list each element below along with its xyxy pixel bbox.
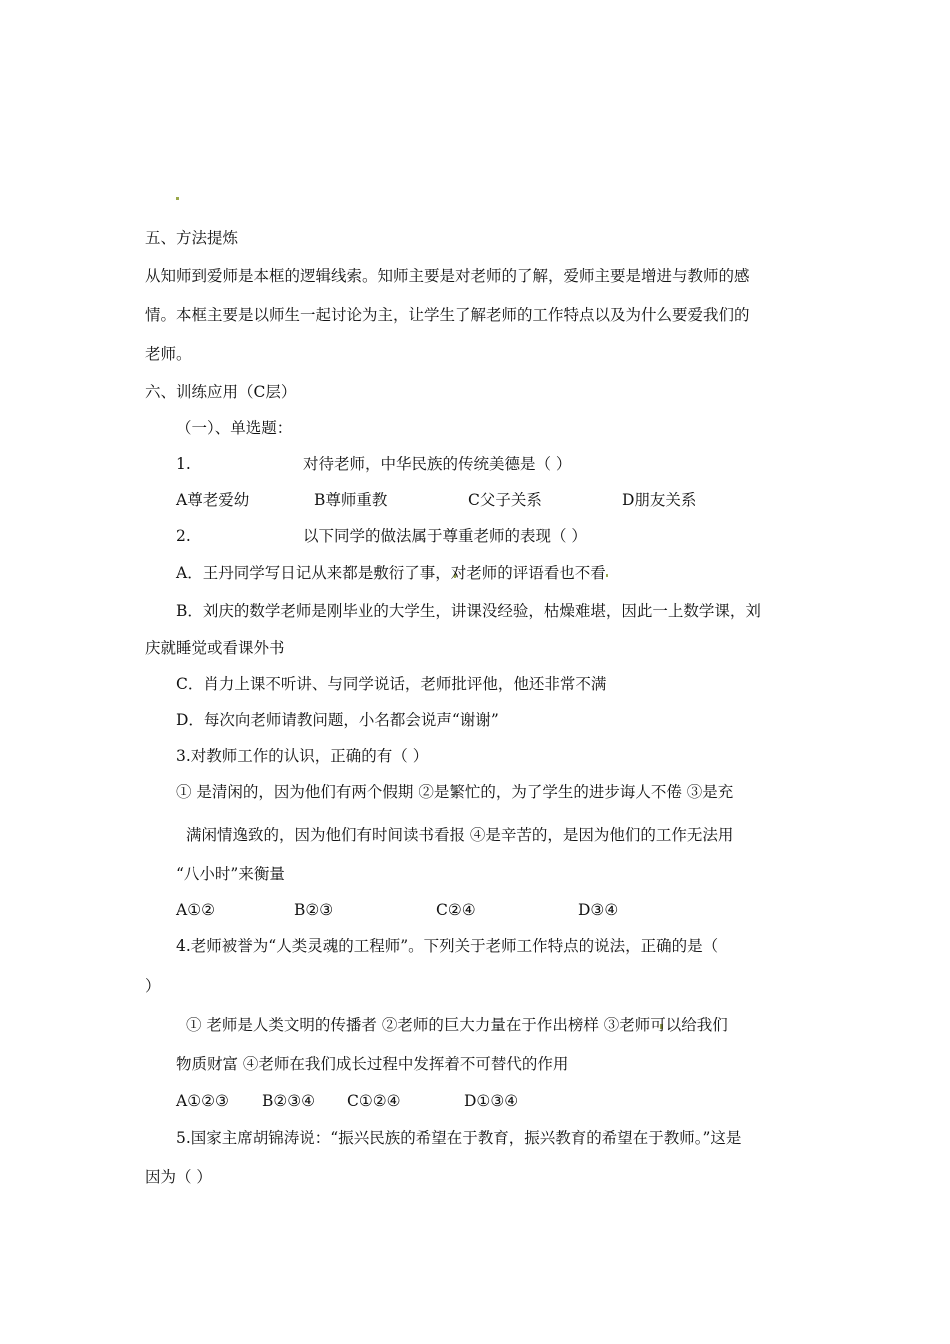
question-2-option-d: D．每次向老师请教问题，小名都会说声“谢谢”: [176, 711, 499, 729]
question-4-option: B②③④: [262, 1092, 316, 1110]
question-2-number: 2.: [176, 527, 191, 545]
section-5-heading: 五、方法提炼: [145, 229, 239, 247]
question-3-statement-line: “八小时”来衡量: [176, 865, 285, 883]
question-3-statement-line: ① 是清闲的，因为他们有两个假期 ②是繁忙的，为了学生的进步诲人不倦 ③是充: [176, 783, 734, 801]
question-4-statement-line: 物质财富 ④老师在我们成长过程中发挥着不可替代的作用: [176, 1055, 569, 1073]
question-1-stem: 对待老师，中华民族的传统美德是（ ）: [303, 455, 572, 473]
question-3-option: D③④: [578, 901, 619, 919]
question-3-option: C②④: [436, 901, 476, 919]
speck-mark: [176, 197, 179, 200]
question-4-option: C①②④: [347, 1092, 401, 1110]
question-2-option-b-continued: 庆就睡觉或看课外书: [145, 639, 285, 657]
question-3-option: A①②: [176, 901, 215, 919]
question-2-option-c: C．肖力上课不听讲、与同学说话，老师批评他，他还非常不满: [176, 675, 607, 693]
question-4-stem: 4.老师被誉为“人类灵魂的工程师”。下列关于老师工作特点的说法，正确的是（: [176, 937, 719, 955]
question-5-stem: 5.国家主席胡锦涛说：“振兴民族的希望在于教育，振兴教育的希望在于教师。”这是: [176, 1129, 742, 1147]
section-5-paragraph-line: 老师。: [145, 345, 192, 363]
question-4-option: A①②③: [176, 1092, 229, 1110]
question-1-option: D朋友关系: [622, 491, 697, 509]
question-4-statement-line: ① 老师是人类文明的传播者 ②老师的巨大力量在于作出榜样 ③老师可以给我们: [186, 1016, 728, 1034]
question-3-statement-line: 满闲情逸致的，因为他们有时间读书看报 ④是辛苦的，是因为他们的工作无法用: [186, 826, 734, 844]
question-3-option: B②③: [294, 901, 334, 919]
question-2-stem: 以下同学的做法属于尊重老师的表现（ ）: [303, 527, 587, 545]
question-4-option: D①③④: [464, 1092, 519, 1110]
section-5-paragraph-line: 情。本框主要是以师生一起讨论为主，让学生了解老师的工作特点以及为什么要爱我们的: [145, 306, 750, 324]
question-1-number: 1.: [176, 455, 191, 473]
section-6-heading: 六、训练应用（C层）: [145, 383, 297, 401]
question-2-option-b: B．刘庆的数学老师是刚毕业的大学生，讲课没经验，枯燥难堪，因此一上数学课，刘: [176, 602, 761, 620]
speck-mark: [606, 574, 608, 577]
question-1-option: A尊老爱幼: [176, 491, 250, 509]
question-3-stem: 3.对教师工作的认识，正确的有（ ）: [176, 747, 429, 765]
section-5-paragraph-line: 从知师到爱师是本框的逻辑线索。知师主要是对老师的了解，爱师主要是增进与教师的感: [145, 267, 750, 285]
question-4-stem-continued: ）: [145, 977, 161, 995]
question-1-option: C父子关系: [468, 491, 542, 509]
question-2-option-a: A．王丹同学写日记从来都是敷衍了事，对老师的评语看也不看: [176, 564, 606, 582]
question-1-option: B尊师重教: [314, 491, 388, 509]
question-5-stem-continued: 因为（ ）: [145, 1168, 212, 1186]
single-choice-subheading: （一）、单选题：: [176, 419, 293, 437]
